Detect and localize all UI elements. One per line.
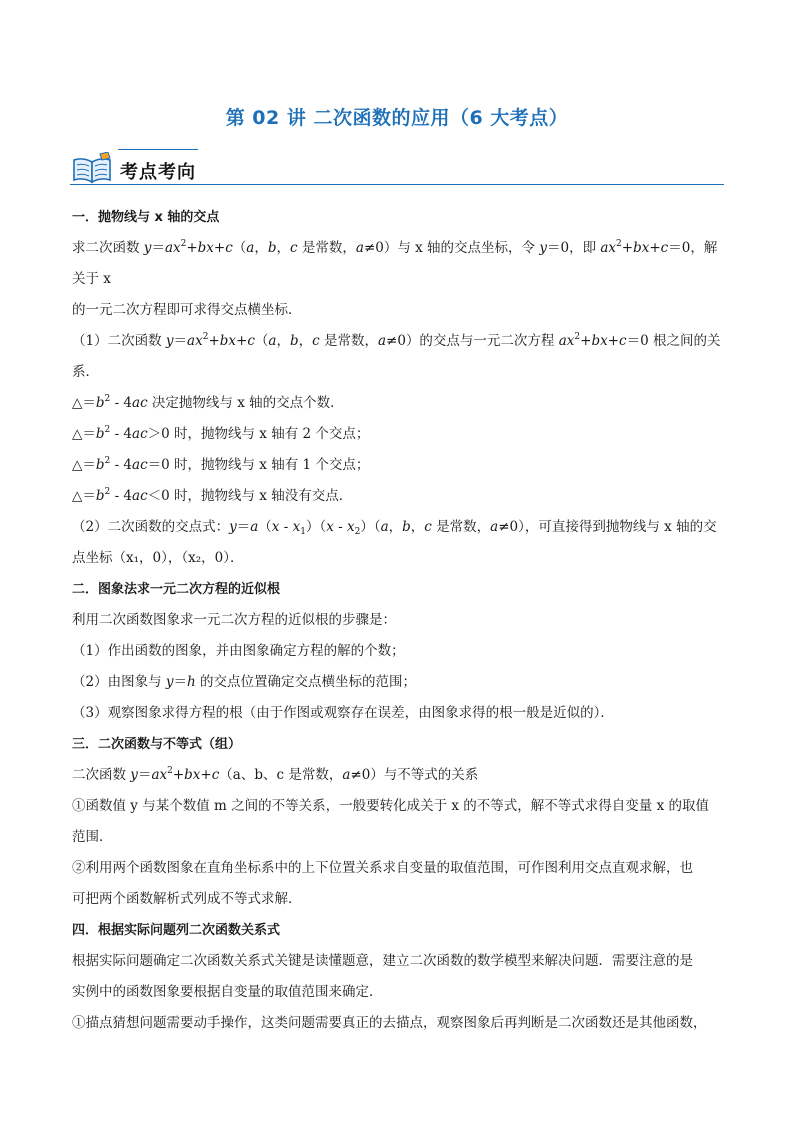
s1-discriminant-3: $\triangle=b^2 - 4ac=0$ 时，抛物线与 x 轴有 1 个交点； [72,456,370,473]
s1-para-2: 的一元二次方程即可求得交点横坐标． [72,302,302,318]
s4-para-1: 根据实际问题确定二次函数关系式关键是读懂题意，建立二次函数的数学模型来解决问题．需要注意的是 [72,953,693,969]
banner-bottom-rule [70,184,724,185]
open-book-icon [70,152,114,184]
banner-label: 考点考向 [120,162,196,183]
s1-para-5: （2）二次函数的交点式：$y=a(x - x_1)(x - x_2)(a$，b，c 是常数，a≠0），可直接得到抛物线与 x 轴的交 [72,519,717,537]
s4-para-3: ①描点猜想问题需要动手操作，这类问题需要真正的去描点，观察图象后再判断是二次函数还是其他函数， [72,1015,707,1031]
content-body [72,202,724,1039]
s1-para-1: 求二次函数 $y=ax^2+bx+c(a$，b，c 是常数，a≠0）与 x 轴的交点坐标，令 y＝0，即 $ax^2+bx+c=0$，解关于 x [72,239,718,287]
s2-para-3: （2）由图象与 y＝h 的交点位置确定交点横坐标的范围； [72,674,417,690]
s1-discriminant-2: $\triangle=b^2 - 4ac>0$ 时，抛物线与 x 轴有 2 个交点； [72,425,370,442]
s3-para-2: ①函数值 y 与某个数值 m 之间的不等关系，一般要转化成关于 x 的不等式，解不等式求得自变量 x 的取值 [72,798,709,814]
section-banner [70,146,724,188]
s3-para-5: 可把两个函数解析式列成不等式求解． [72,891,302,907]
banner-top-rule [118,149,198,150]
s2-para-2: （1）作出函数的图象，并由图象确定方程的解的个数； [72,643,405,659]
s1-para-6: 点坐标（x₁，0），（x₂，0）． [72,550,244,566]
section-2-heading: 二．图象法求一元二次方程的近似根 [72,582,281,597]
s1-para-3: （1）二次函数 $y=ax^2+bx+c(a$，b，c 是常数，a≠0）的交点与一元二次方程 $ax^2+bx+c=0$ 根之间的关 [72,332,721,349]
section-3-heading: 三．二次函数与不等式（组） [72,737,242,752]
s1-discriminant-4: $\triangle=b^2 - 4ac<0$ 时，抛物线与 x 轴没有交点． [72,487,353,504]
s4-para-2: 实例中的函数图象要根据自变量的取值范围来确定． [72,984,383,1000]
s3-para-3: 范围． [72,829,113,845]
section-4-heading: 四．根据实际问题列二次函数关系式 [72,923,281,938]
s3-para-4: ②利用两个函数图象在直角坐标系中的上下位置关系求自变量的取值范围，可作图利用交点直观求解，也 [72,860,693,876]
s1-discriminant-1: $\triangle=b^2 - 4ac$ 决定抛物线与 x 轴的交点个数． [72,394,344,411]
s2-para-4: （3）观察图象求得方程的根（由于作图或观察存在误差，由图象求得的根一般是近似的）． [72,705,614,721]
s3-para-1: 二次函数 $y=ax^2+bx+c(a$、b、c 是常数，a≠0）与不等式的关系 [72,766,479,783]
s2-para-1: 利用二次函数图象求一元二次方程的近似根的步骤是： [72,612,396,628]
s1-para-4: 系． [72,364,99,380]
section-1-heading: 一．抛物线与 x 轴的交点 [72,210,220,225]
page-title: 第 02 讲 二次函数的应用（6 大考点） [225,107,569,129]
